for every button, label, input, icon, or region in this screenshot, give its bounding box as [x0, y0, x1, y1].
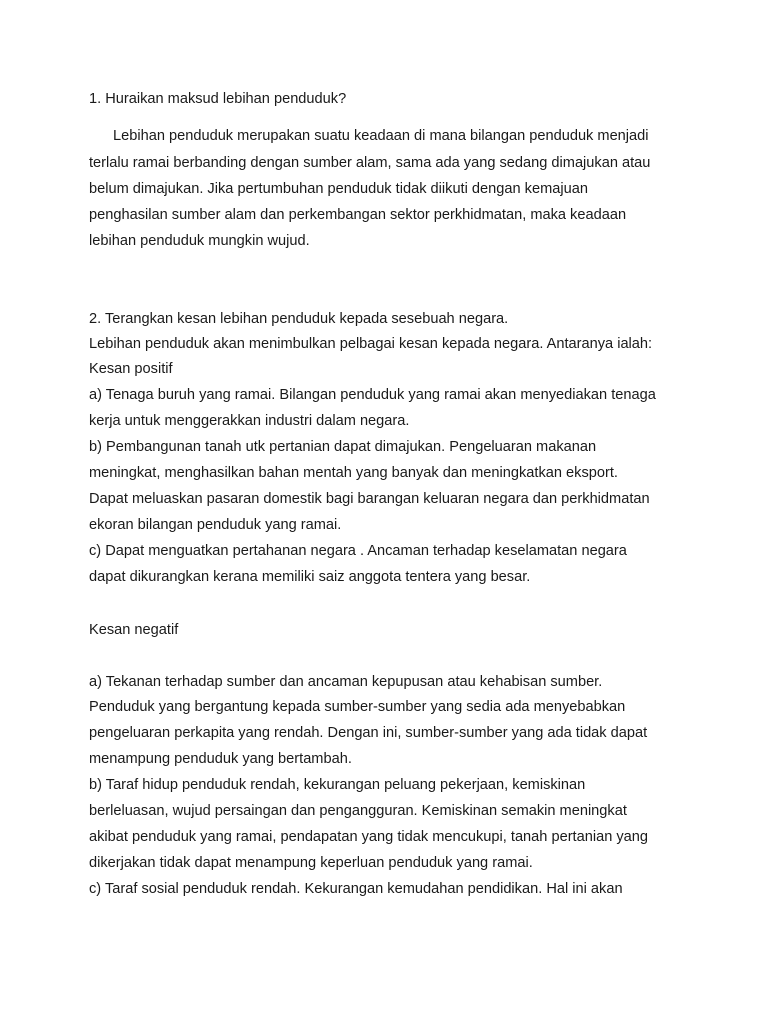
negative-effect-line: berleluasan, wujud persaingan dan pengangguran. Kemiskinan semakin meningkat [89, 803, 627, 819]
negative-effect-line: a) Tekanan terhadap sumber dan ancaman kepupusan atau kehabisan sumber. [89, 674, 603, 690]
negative-effect-line: c) Taraf sosial penduduk rendah. Kekurangan kemudahan pendidikan. Hal ini akan [89, 881, 623, 897]
negative-effect-line: Penduduk yang bergantung kepada sumber-sumber yang sedia ada menyebabkan [89, 699, 626, 715]
negative-effect-line: dikerjakan tidak dapat menampung keperluan penduduk yang ramai. [89, 855, 533, 871]
positive-effects-heading: Kesan positif [89, 361, 173, 377]
q2-intro: Lebihan penduduk akan menimbulkan pelbagai kesan kepada negara. Antaranya ialah: [89, 336, 653, 352]
positive-effect-line: meningkat, menghasilkan bahan mentah yang banyak dan meningkatkan eksport. [89, 465, 618, 481]
q1-paragraph-line: belum dimajukan. Jika pertumbuhan penduduk tidak diikuti dengan kemajuan [89, 181, 588, 197]
positive-effect-line: dapat dikurangkan kerana memiliki saiz anggota tentera yang besar. [89, 569, 531, 585]
positive-effect-line: kerja untuk menggerakkan industri dalam negara. [89, 413, 410, 429]
negative-effect-line: pengeluaran perkapita yang rendah. Dengan ini, sumber-sumber yang ada tidak dapat [89, 725, 648, 741]
q1-paragraph-line: penghasilan sumber alam dan perkembangan sektor perkhidmatan, maka keadaan [89, 207, 627, 223]
question-1-heading: 1. Huraikan maksud lebihan penduduk? [89, 91, 347, 107]
negative-effect-line: akibat penduduk yang ramai, pendapatan yang tidak mencukupi, tanah pertanian yang [89, 829, 649, 845]
negative-effect-line: menampung penduduk yang bertambah. [89, 751, 352, 767]
negative-effect-line: b) Taraf hidup penduduk rendah, kekurangan peluang pekerjaan, kemiskinan [89, 777, 586, 793]
q1-paragraph-line: terlalu ramai berbanding dengan sumber alam, sama ada yang sedang dimajukan atau [89, 155, 651, 171]
negative-effects-heading: Kesan negatif [89, 622, 179, 638]
q1-paragraph-line: Lebihan penduduk merupakan suatu keadaan di mana bilangan penduduk menjadi [113, 128, 649, 144]
positive-effect-line: Dapat meluaskan pasaran domestik bagi barangan keluaran negara dan perkhidmatan [89, 491, 650, 507]
question-2-heading: 2. Terangkan kesan lebihan penduduk kepada sesebuah negara. [89, 311, 509, 327]
positive-effect-line: b) Pembangunan tanah utk pertanian dapat dimajukan. Pengeluaran makanan [89, 439, 597, 455]
positive-effect-line: a) Tenaga buruh yang ramai. Bilangan penduduk yang ramai akan menyediakan tenaga [89, 387, 656, 403]
positive-effect-line: c) Dapat menguatkan pertahanan negara . Ancaman terhadap keselamatan negara [89, 543, 627, 559]
positive-effect-line: ekoran bilangan penduduk yang ramai. [89, 517, 342, 533]
q1-paragraph-line: lebihan penduduk mungkin wujud. [89, 233, 310, 249]
